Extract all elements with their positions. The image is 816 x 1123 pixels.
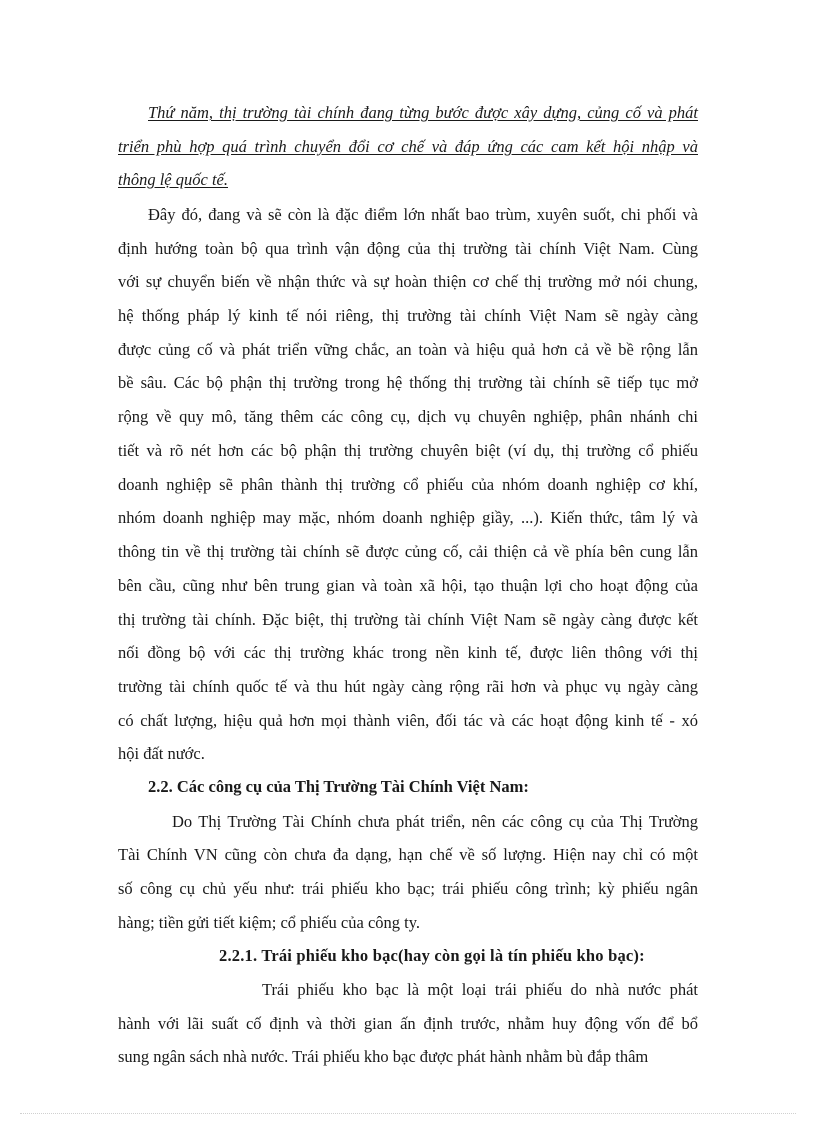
subsection-line: Trái phiếu kho bạc là một loại trái phiếu do nhà nước phát <box>262 980 698 999</box>
body-line: doanh nghiệp sẽ phân thành thị trường cổ phiếu của nhóm doanh nghiệp cơ khí, <box>118 475 698 494</box>
body-line: trường tài chính quốc tế và thu hút ngày càng rộng rãi hơn và phục vụ ngày càng <box>118 677 698 696</box>
section-line: Tài Chính VN cũng còn chưa đa dạng, hạn chế về số lượng. Hiện nay chỉ có một <box>118 845 698 864</box>
body-line: nhóm doanh nghiệp may mặc, nhóm doanh nghiệp giầy, ...). Kiến thức, tâm lý và <box>118 508 698 527</box>
body-line: thông tin về thị trường tài chính sẽ được củng cố, cải thiện cả về phía bên cung lẫn <box>118 542 698 561</box>
intro-heading-line: thông lệ quốc tế. <box>118 170 228 189</box>
body-line: bên cầu, cũng như bên trung gian và toàn xã hội, tạo thuận lợi cho hoạt động của <box>118 576 698 595</box>
subsection-line: sung ngân sách nhà nước. Trái phiếu kho bạc được phát hành nhằm bù đắp thâm <box>118 1047 649 1066</box>
page-bottom-divider <box>20 1113 796 1114</box>
body-line: tiết và rõ nét hơn các bộ phận thị trường chuyên biệt (ví dụ, thị trường cổ phiếu <box>118 441 698 460</box>
body-line: rộng về quy mô, tăng thêm các công cụ, dịch vụ chuyên nghiệp, phân nhánh chi <box>118 407 698 426</box>
body-line: thị trường tài chính. Đặc biệt, thị trường tài chính Việt Nam sẽ ngày càng được kết <box>118 610 698 629</box>
body-line: nối đồng bộ với các thị trường khác trong nền kinh tế, được liên thông với thị <box>118 643 698 662</box>
body-line: được củng cố và phát triển vững chắc, an toàn và hiệu quả hơn cả về bề rộng lẫn <box>118 340 698 359</box>
section-heading: 2.2. Các công cụ của Thị Trường Tài Chính Việt Nam: <box>148 777 529 796</box>
section-line: Do Thị Trường Tài Chính chưa phát triển, nên các công cụ của Thị Trường <box>172 812 698 831</box>
intro-heading-line: Thứ năm, thị trường tài chính đang từng bước được xây dựng, củng cố và phát <box>148 103 698 122</box>
body-line: hội đất nước. <box>118 744 205 763</box>
body-line: với sự chuyển biến về nhận thức và sự hoàn thiện cơ chế thị trường mở nói chung, <box>118 272 698 291</box>
body-line: Đây đó, đang và sẽ còn là đặc điểm lớn nhất bao trùm, xuyên suốt, chi phối và <box>148 205 698 224</box>
body-line: hệ thống pháp lý kinh tế nói riêng, thị trường tài chính Việt Nam sẽ ngày càng <box>118 306 698 325</box>
body-line: định hướng toàn bộ qua trình vận động của thị trường tài chính Việt Nam. Cùng <box>118 239 698 258</box>
body-line: bề sâu. Các bộ phận thị trường trong hệ thống thị trường tài chính sẽ tiếp tục mở <box>118 373 698 392</box>
section-line: hàng; tiền gửi tiết kiệm; cổ phiếu của công ty. <box>118 913 421 932</box>
subsection-line: hành với lãi suất cố định và thời gian ấn định trước, nhằm huy động vốn để bổ <box>118 1014 698 1033</box>
intro-heading-line: triển phù hợp quá trình chuyển đổi cơ chế và đáp ứng các cam kết hội nhập và <box>118 137 698 156</box>
body-line: có chất lượng, hiệu quả hơn mọi thành viên, đối tác và các hoạt động kinh tế - xó <box>118 711 698 730</box>
subsection-heading: 2.2.1. Trái phiếu kho bạc(hay còn gọi là tín phiếu kho bạc): <box>219 946 645 965</box>
section-line: số công cụ chủ yếu như: trái phiếu kho bạc; trái phiếu công trình; kỳ phiếu ngân <box>118 879 698 898</box>
